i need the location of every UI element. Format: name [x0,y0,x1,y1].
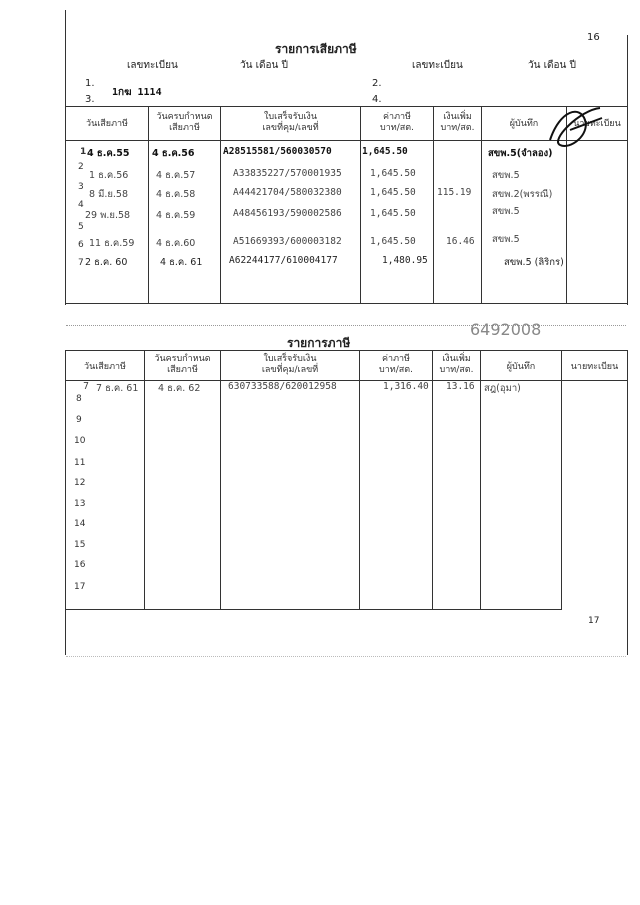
s2-header-pay-date: วันเสียภาษี [84,362,126,372]
reg-line-1-number: 1. [85,78,95,89]
s2-row-7-tax: 1,316.40 [383,381,429,392]
row-6-due-date: 4 ธ.ค.60 [156,238,196,249]
row-1-receipt: A28515581/560030570 [223,146,332,157]
s2-row-7-number: 7 [83,381,90,392]
row-2-due-date: 4 ธ.ค.57 [156,170,196,181]
row-3-recorder: สขพ.2(พรรณี) [492,189,553,200]
row-6-number: 6 [78,240,84,250]
s2-row-7-recorder: สฎ(อุมา) [484,383,521,394]
reg-label-2: เลขทะเบียน [412,60,463,71]
header-recorder: ผู้บันทึก [509,119,539,129]
s2-row-7-due-date: 4 ธ.ค. 62 [158,383,201,394]
reg-label-1: เลขทะเบียน [127,60,178,71]
page-number-top: 16 [587,32,600,43]
s2-header-receipt: ใบเสร็จรับเงิน เลขที่คุม/เลขที่ [261,354,319,375]
row-3-number: 3 [78,182,84,192]
row-6-tax: 1,645.50 [370,236,416,247]
s2-row-number: 9 [76,415,82,425]
s2-header-recorder: ผู้บันทึก [506,362,536,372]
s2-row-number: 13 [74,499,86,509]
reg-line-4-number: 4. [372,94,382,105]
s2-header-tax: ค่าภาษี บาท/สต. [379,354,413,375]
date-label-1: วัน เดือน ปี [240,60,288,71]
s2-row-number: 16 [74,560,86,570]
s2-row-number: 10 [74,436,86,446]
row-4-recorder: สขพ.5 [492,206,520,217]
row-6-surcharge: 16.46 [446,236,475,247]
tax-record-section-1 [0,0,640,320]
s2-row-number: 14 [74,519,86,529]
tax-record-section-2 [0,330,640,660]
header-tax: ค่าภาษี บาท/สต. [380,112,414,133]
row-2-receipt: A33835227/570001935 [233,168,342,179]
section-2-top-number: 6492008 [470,320,542,339]
row-5-number: 5 [78,222,84,232]
s2-header-surcharge: เงินเพิ่ม บาท/สต. [439,354,474,375]
row-2-pay-date: 1 ธ.ค.56 [89,170,129,181]
header-registrar: นายทะเบียน [573,119,621,129]
s2-row-7-pay-date: 7 ธ.ค. 61 [96,383,139,394]
row-7-due-date: 4 ธ.ค. 61 [160,257,203,268]
row-4-number: 4 [78,200,84,210]
reg-line-2-number: 2. [372,78,382,89]
scan-artifact-line-bottom [66,656,626,657]
row-2-recorder: สขพ.5 [492,170,520,181]
row-1-tax: 1,645.50 [362,146,408,157]
row-3-receipt: A44421704/580032380 [233,187,342,198]
row-6-recorder: สขพ.5 [492,234,520,245]
header-surcharge: เงินเพิ่ม บาท/สต. [440,112,475,133]
row-1-due-date: 4 ธ.ค.56 [152,148,195,159]
header-due-date: วันครบกำหนด เสียภาษี [156,112,213,133]
s2-row-number: 17 [74,582,86,592]
row-1-recorder: สขพ.5(จำลอง) [488,148,553,159]
s2-header-registrar: นายทะเบียน [570,362,619,372]
row-3-tax: 1,645.50 [370,187,416,198]
row-7-number: 7 [78,258,84,268]
s2-row-7-receipt: 630733588/620012958 [228,381,337,392]
row-3-due-date: 4 ธ.ค.58 [156,189,196,200]
reg-line-3-number: 3. [85,94,95,105]
row-7-tax: 1,480.95 [382,255,428,266]
s2-row-number: 12 [74,478,86,488]
row-3-surcharge: 115.19 [437,187,472,198]
row-6-pay-date: 11 ธ.ค.59 [89,238,135,249]
row-1-number: 1 [80,147,87,157]
s2-row-7-surcharge: 13.16 [446,381,475,392]
page-number-bottom: 17 [588,616,600,626]
s2-row-number: 11 [74,458,86,468]
row-6-receipt: A51669393/600003182 [233,236,342,247]
row-2-tax: 1,645.50 [370,168,416,179]
row-4-tax: 1,645.50 [370,208,416,219]
s2-row-number: 8 [76,394,82,404]
header-receipt: ใบเสร็จรับเงิน เลขที่คุม/เลขที่ [262,112,319,133]
section-1-title: รายการเสียภาษี [275,42,357,56]
row-7-recorder: สขพ.5 (ลิริกร) [504,257,564,268]
section-2-title: รายการภาษี [287,336,351,350]
s2-row-number: 15 [74,540,86,550]
row-2-number: 2 [78,162,84,172]
header-pay-date: วันเสียภาษี [86,119,128,129]
scan-artifact-line [66,325,626,326]
row-4-receipt: A48456193/590002586 [233,208,342,219]
row-4-due-date: 4 ธ.ค.59 [156,210,196,221]
row-4-pay-date: 29 พ.ย.58 [85,210,131,221]
reg-line-1-value: 1กฆ 1114 [112,87,162,98]
row-7-pay-date: 2 ธ.ค. 60 [85,257,128,268]
row-3-pay-date: 8 มี.ย.58 [89,189,129,200]
s2-header-due-date: วันครบกำหนด เสียภาษี [154,354,211,375]
date-label-2: วัน เดือน ปี [528,60,576,71]
row-1-pay-date: 4 ธ.ค.55 [87,148,130,159]
row-7-receipt: A62244177/610004177 [229,255,338,266]
